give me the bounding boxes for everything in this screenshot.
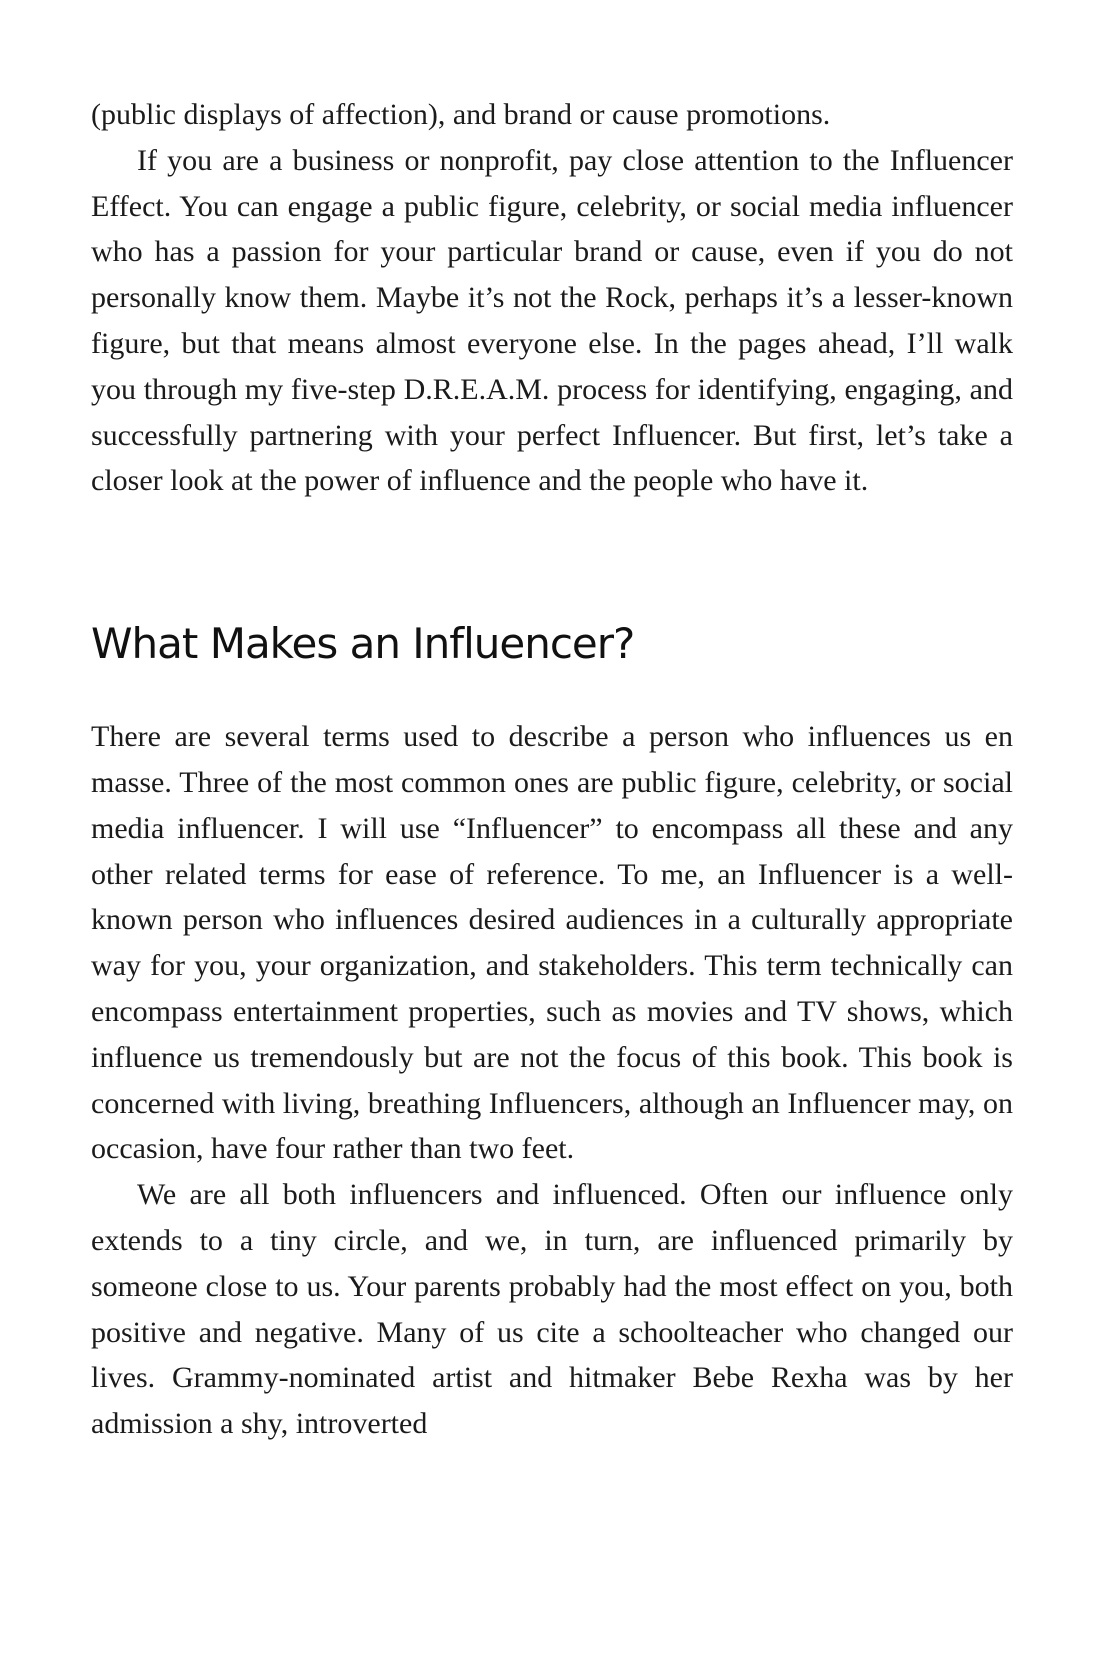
paragraph-definition: There are several terms used to describe a person who influences us en masse. Three of the most common ones are public figure, celebrity, or social media influencer. I will use “Influencer” to encompass all these and any other related terms for ease of reference. To me, an Influencer is a well-known person who influences desired audiences in a culturally appropriate way for you, your organization, and stakeholders. This term technically can encompass entertainment properties, such as movies and TV shows, which influence us tremendously but are not the focus of this book. This book is concerned with living, breathing Influencers, although an Influencer may, on occasion, have four rather than two feet. [91, 720, 1013, 1166]
book-page [91, 92, 1013, 1447]
heading-spacer [91, 672, 1013, 714]
section-heading: What Makes an Influencer? [91, 619, 635, 669]
paragraph-influencer-effect: If you are a business or nonprofit, pay close attention to the Influencer Effect. You can engage a public figure, celebrity, or social media influencer who has a passion for your particular brand or cause, even if you do not personally know them. Maybe it’s not the Rock, perhaps it’s a lesser-known figure, but that means almost everyone else. In the pages ahead, I’ll walk you through my five-step D.R.E.A.M. process for identifying, engaging, and successfully partnering with your perfect Influencer. But first, let’s take a closer look at the power of influence and the people who have it. [91, 143, 1013, 498]
section-spacer [91, 504, 1013, 616]
paragraph-influenced: We are all both influencers and influenced. Often our influence only extends to a tiny circle, and we, in turn, are influenced primarily by someone close to us. Your parents probably had the most effect on you, both positive and negative. Many of us cite a schoolteacher who changed our lives. Grammy-nominated artist and hitmaker Bebe Rexha was by her admission a shy, introverted [91, 1178, 1013, 1441]
paragraph-continuation: (public displays of affection), and brand or cause promotions. [91, 98, 831, 131]
